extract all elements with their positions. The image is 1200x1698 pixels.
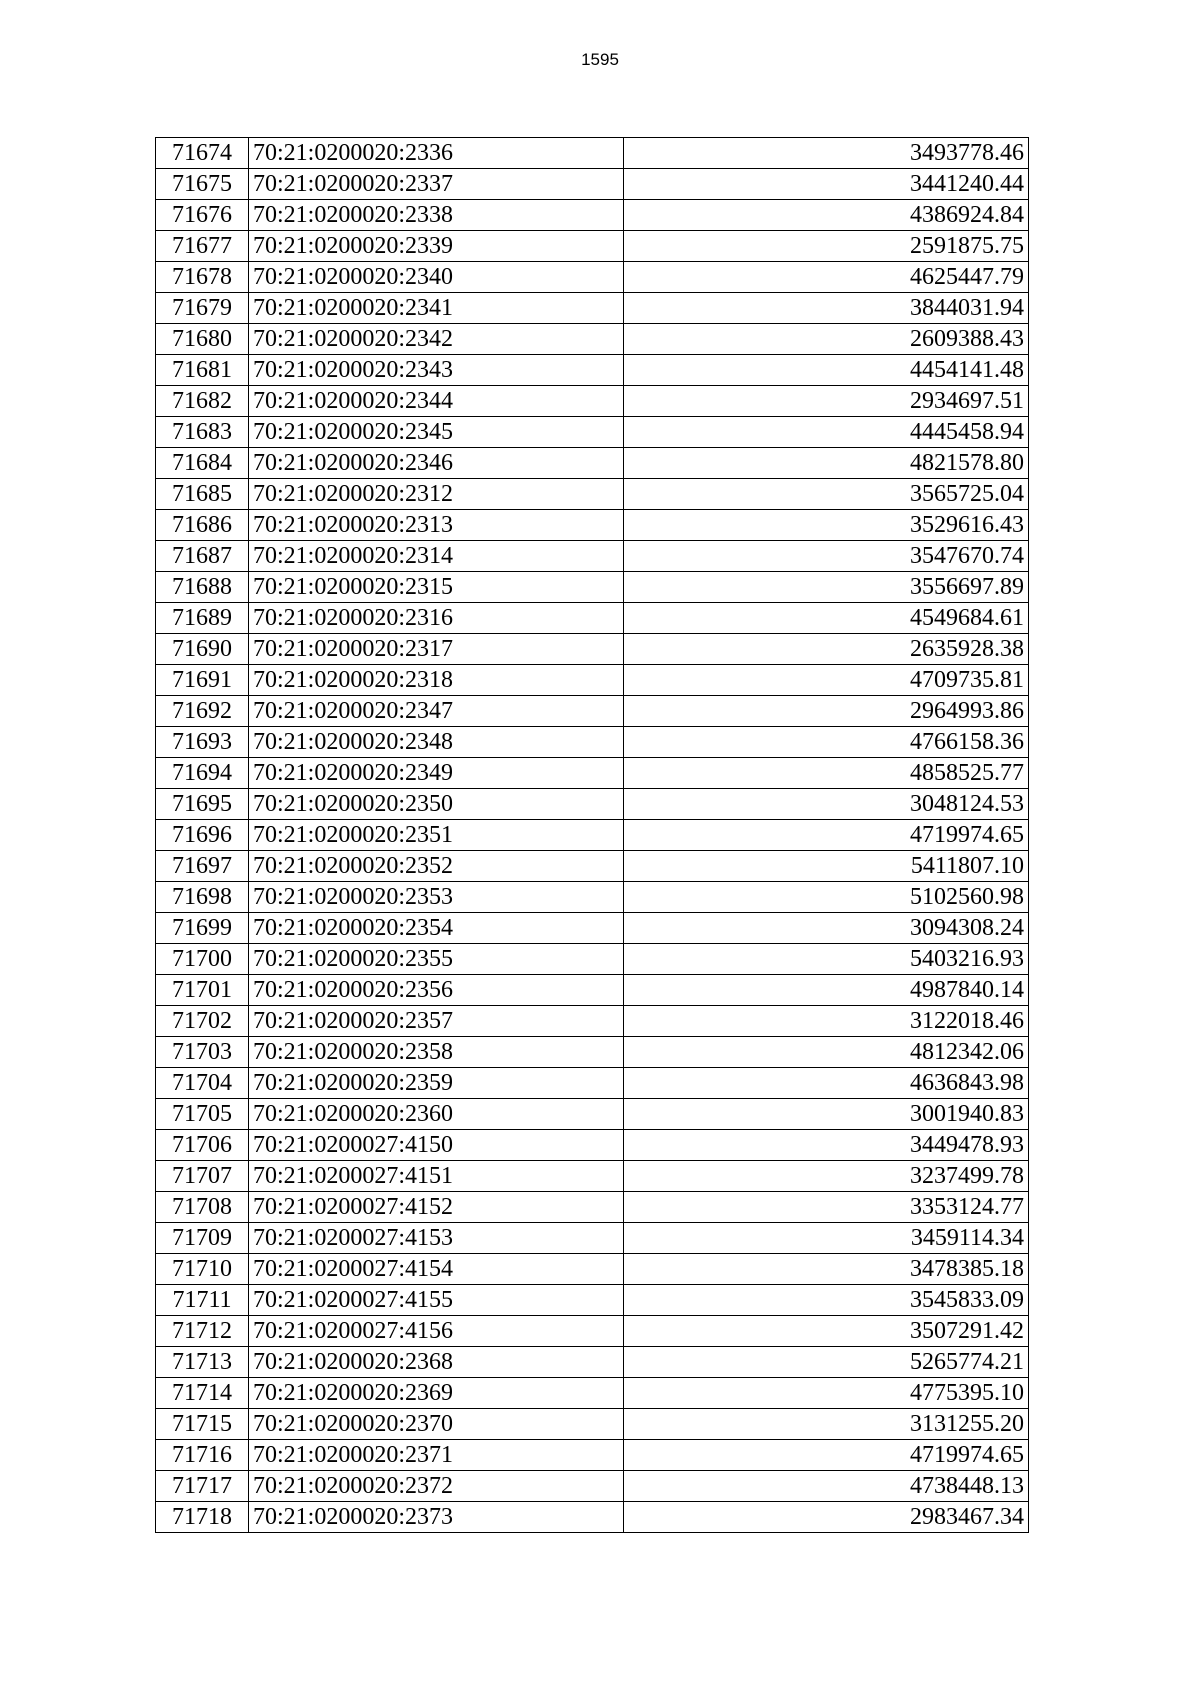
cadastral-number-cell: 70:21:0200020:2344 <box>249 386 624 417</box>
row-number-cell: 71706 <box>156 1130 249 1161</box>
cadastral-number-cell: 70:21:0200020:2372 <box>249 1471 624 1502</box>
table-row <box>156 1130 1029 1161</box>
row-number-cell: 71718 <box>156 1502 249 1533</box>
table-row <box>156 913 1029 944</box>
table-row <box>156 1440 1029 1471</box>
row-number-cell: 71717 <box>156 1471 249 1502</box>
row-number-cell: 71701 <box>156 975 249 1006</box>
row-number-cell: 71711 <box>156 1285 249 1316</box>
cadastral-number-cell: 70:21:0200020:2317 <box>249 634 624 665</box>
cadastral-number-cell: 70:21:0200020:2368 <box>249 1347 624 1378</box>
value-cell: 4454141.48 <box>624 355 1029 386</box>
table-row <box>156 1347 1029 1378</box>
value-cell: 4987840.14 <box>624 975 1029 1006</box>
value-cell: 3094308.24 <box>624 913 1029 944</box>
row-number-cell: 71688 <box>156 572 249 603</box>
value-cell: 4719974.65 <box>624 820 1029 851</box>
value-cell: 4858525.77 <box>624 758 1029 789</box>
table-row <box>156 293 1029 324</box>
cadastral-number-cell: 70:21:0200020:2356 <box>249 975 624 1006</box>
value-cell: 3122018.46 <box>624 1006 1029 1037</box>
value-cell: 4625447.79 <box>624 262 1029 293</box>
row-number-cell: 71683 <box>156 417 249 448</box>
table-row <box>156 138 1029 169</box>
table-row <box>156 758 1029 789</box>
table-row <box>156 1037 1029 1068</box>
cadastral-number-cell: 70:21:0200020:2336 <box>249 138 624 169</box>
value-cell: 4738448.13 <box>624 1471 1029 1502</box>
row-number-cell: 71709 <box>156 1223 249 1254</box>
table-row <box>156 541 1029 572</box>
value-cell: 4386924.84 <box>624 200 1029 231</box>
cadastral-number-cell: 70:21:0200020:2314 <box>249 541 624 572</box>
row-number-cell: 71699 <box>156 913 249 944</box>
cadastral-number-cell: 70:21:0200020:2312 <box>249 479 624 510</box>
cadastral-number-cell: 70:21:0200020:2349 <box>249 758 624 789</box>
value-cell: 2983467.34 <box>624 1502 1029 1533</box>
value-cell: 3507291.42 <box>624 1316 1029 1347</box>
value-cell: 3459114.34 <box>624 1223 1029 1254</box>
value-cell: 2964993.86 <box>624 696 1029 727</box>
cadastral-number-cell: 70:21:0200020:2358 <box>249 1037 624 1068</box>
table-row <box>156 386 1029 417</box>
value-cell: 2635928.38 <box>624 634 1029 665</box>
cadastral-number-cell: 70:21:0200027:4153 <box>249 1223 624 1254</box>
value-cell: 2609388.43 <box>624 324 1029 355</box>
row-number-cell: 71677 <box>156 231 249 262</box>
cadastral-number-cell: 70:21:0200027:4152 <box>249 1192 624 1223</box>
cadastral-number-cell: 70:21:0200020:2339 <box>249 231 624 262</box>
value-cell: 3353124.77 <box>624 1192 1029 1223</box>
cadastral-number-cell: 70:21:0200020:2346 <box>249 448 624 479</box>
table-row <box>156 1378 1029 1409</box>
value-cell: 5265774.21 <box>624 1347 1029 1378</box>
table-row <box>156 169 1029 200</box>
table-row <box>156 231 1029 262</box>
cadastral-number-cell: 70:21:0200020:2354 <box>249 913 624 944</box>
value-cell: 2934697.51 <box>624 386 1029 417</box>
cadastral-number-cell: 70:21:0200020:2353 <box>249 882 624 913</box>
table-row <box>156 355 1029 386</box>
row-number-cell: 71691 <box>156 665 249 696</box>
cadastral-number-cell: 70:21:0200020:2342 <box>249 324 624 355</box>
cadastral-number-cell: 70:21:0200020:2360 <box>249 1099 624 1130</box>
row-number-cell: 71714 <box>156 1378 249 1409</box>
value-cell: 2591875.75 <box>624 231 1029 262</box>
table-row <box>156 262 1029 293</box>
page-number: 1595 <box>581 50 619 69</box>
row-number-cell: 71715 <box>156 1409 249 1440</box>
cadastral-number-cell: 70:21:0200020:2318 <box>249 665 624 696</box>
value-cell: 4549684.61 <box>624 603 1029 634</box>
table-row <box>156 603 1029 634</box>
value-cell: 5411807.10 <box>624 851 1029 882</box>
value-cell: 4775395.10 <box>624 1378 1029 1409</box>
registry-table-body <box>156 138 1029 1533</box>
table-row <box>156 200 1029 231</box>
value-cell: 4636843.98 <box>624 1068 1029 1099</box>
row-number-cell: 71707 <box>156 1161 249 1192</box>
row-number-cell: 71716 <box>156 1440 249 1471</box>
row-number-cell: 71712 <box>156 1316 249 1347</box>
table-row <box>156 1223 1029 1254</box>
row-number-cell: 71697 <box>156 851 249 882</box>
registry-table <box>155 137 1029 1533</box>
value-cell: 3048124.53 <box>624 789 1029 820</box>
table-row <box>156 1192 1029 1223</box>
table-row <box>156 882 1029 913</box>
table-row <box>156 727 1029 758</box>
cadastral-number-cell: 70:21:0200020:2352 <box>249 851 624 882</box>
cadastral-number-cell: 70:21:0200027:4151 <box>249 1161 624 1192</box>
value-cell: 5102560.98 <box>624 882 1029 913</box>
row-number-cell: 71689 <box>156 603 249 634</box>
table-row <box>156 789 1029 820</box>
table-row <box>156 1254 1029 1285</box>
cadastral-number-cell: 70:21:0200020:2370 <box>249 1409 624 1440</box>
cadastral-number-cell: 70:21:0200020:2343 <box>249 355 624 386</box>
value-cell: 3131255.20 <box>624 1409 1029 1440</box>
row-number-cell: 71698 <box>156 882 249 913</box>
value-cell: 4821578.80 <box>624 448 1029 479</box>
value-cell: 3565725.04 <box>624 479 1029 510</box>
row-number-cell: 71703 <box>156 1037 249 1068</box>
cadastral-number-cell: 70:21:0200027:4154 <box>249 1254 624 1285</box>
row-number-cell: 71695 <box>156 789 249 820</box>
row-number-cell: 71693 <box>156 727 249 758</box>
cadastral-number-cell: 70:21:0200020:2359 <box>249 1068 624 1099</box>
table-row <box>156 1316 1029 1347</box>
value-cell: 3441240.44 <box>624 169 1029 200</box>
table-row <box>156 1099 1029 1130</box>
value-cell: 5403216.93 <box>624 944 1029 975</box>
row-number-cell: 71705 <box>156 1099 249 1130</box>
table-row <box>156 665 1029 696</box>
row-number-cell: 71694 <box>156 758 249 789</box>
row-number-cell: 71713 <box>156 1347 249 1378</box>
table-row <box>156 510 1029 541</box>
table-row <box>156 944 1029 975</box>
value-cell: 3478385.18 <box>624 1254 1029 1285</box>
cadastral-number-cell: 70:21:0200020:2315 <box>249 572 624 603</box>
table-row <box>156 448 1029 479</box>
row-number-cell: 71704 <box>156 1068 249 1099</box>
row-number-cell: 71702 <box>156 1006 249 1037</box>
table-row <box>156 975 1029 1006</box>
table-row <box>156 820 1029 851</box>
value-cell: 4709735.81 <box>624 665 1029 696</box>
value-cell: 4812342.06 <box>624 1037 1029 1068</box>
row-number-cell: 71675 <box>156 169 249 200</box>
value-cell: 4445458.94 <box>624 417 1029 448</box>
row-number-cell: 71685 <box>156 479 249 510</box>
row-number-cell: 71682 <box>156 386 249 417</box>
row-number-cell: 71708 <box>156 1192 249 1223</box>
cadastral-number-cell: 70:21:0200020:2351 <box>249 820 624 851</box>
cadastral-number-cell: 70:21:0200020:2340 <box>249 262 624 293</box>
row-number-cell: 71710 <box>156 1254 249 1285</box>
value-cell: 3237499.78 <box>624 1161 1029 1192</box>
cadastral-number-cell: 70:21:0200020:2357 <box>249 1006 624 1037</box>
row-number-cell: 71681 <box>156 355 249 386</box>
table-row <box>156 851 1029 882</box>
table-row <box>156 1285 1029 1316</box>
cadastral-number-cell: 70:21:0200020:2355 <box>249 944 624 975</box>
row-number-cell: 71674 <box>156 138 249 169</box>
table-row <box>156 417 1029 448</box>
cadastral-number-cell: 70:21:0200020:2371 <box>249 1440 624 1471</box>
table-row <box>156 1068 1029 1099</box>
value-cell: 3529616.43 <box>624 510 1029 541</box>
row-number-cell: 71680 <box>156 324 249 355</box>
value-cell: 4719974.65 <box>624 1440 1029 1471</box>
cadastral-number-cell: 70:21:0200020:2348 <box>249 727 624 758</box>
cadastral-number-cell: 70:21:0200020:2338 <box>249 200 624 231</box>
value-cell: 3556697.89 <box>624 572 1029 603</box>
row-number-cell: 71686 <box>156 510 249 541</box>
value-cell: 3547670.74 <box>624 541 1029 572</box>
value-cell: 3001940.83 <box>624 1099 1029 1130</box>
cadastral-number-cell: 70:21:0200027:4150 <box>249 1130 624 1161</box>
cadastral-number-cell: 70:21:0200020:2316 <box>249 603 624 634</box>
row-number-cell: 71687 <box>156 541 249 572</box>
row-number-cell: 71676 <box>156 200 249 231</box>
cadastral-number-cell: 70:21:0200020:2347 <box>249 696 624 727</box>
row-number-cell: 71684 <box>156 448 249 479</box>
row-number-cell: 71690 <box>156 634 249 665</box>
row-number-cell: 71700 <box>156 944 249 975</box>
row-number-cell: 71696 <box>156 820 249 851</box>
cadastral-number-cell: 70:21:0200027:4155 <box>249 1285 624 1316</box>
row-number-cell: 71692 <box>156 696 249 727</box>
value-cell: 3449478.93 <box>624 1130 1029 1161</box>
table-row <box>156 1502 1029 1533</box>
value-cell: 3493778.46 <box>624 138 1029 169</box>
table-row <box>156 634 1029 665</box>
table-row <box>156 696 1029 727</box>
table-row <box>156 1161 1029 1192</box>
cadastral-number-cell: 70:21:0200020:2345 <box>249 417 624 448</box>
cadastral-number-cell: 70:21:0200020:2337 <box>249 169 624 200</box>
table-row <box>156 1471 1029 1502</box>
table-row <box>156 1409 1029 1440</box>
cadastral-number-cell: 70:21:0200020:2373 <box>249 1502 624 1533</box>
value-cell: 3545833.09 <box>624 1285 1029 1316</box>
row-number-cell: 71678 <box>156 262 249 293</box>
table-row <box>156 479 1029 510</box>
cadastral-number-cell: 70:21:0200020:2313 <box>249 510 624 541</box>
table-row <box>156 1006 1029 1037</box>
table-row <box>156 324 1029 355</box>
cadastral-number-cell: 70:21:0200020:2341 <box>249 293 624 324</box>
value-cell: 4766158.36 <box>624 727 1029 758</box>
row-number-cell: 71679 <box>156 293 249 324</box>
table-row <box>156 572 1029 603</box>
value-cell: 3844031.94 <box>624 293 1029 324</box>
cadastral-number-cell: 70:21:0200020:2369 <box>249 1378 624 1409</box>
cadastral-number-cell: 70:21:0200027:4156 <box>249 1316 624 1347</box>
cadastral-number-cell: 70:21:0200020:2350 <box>249 789 624 820</box>
